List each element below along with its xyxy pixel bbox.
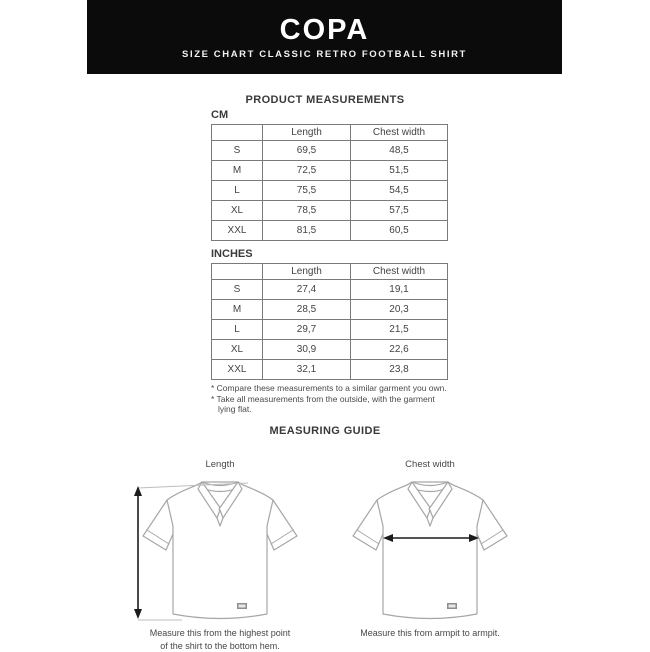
cm-table-header-row: [212, 125, 448, 141]
cm-chest-column-header: Chest width: [351, 125, 448, 141]
table-row: [212, 221, 448, 241]
length-cell: 27,4: [263, 280, 351, 300]
shirt-length-illustration: [110, 476, 330, 628]
table-row: [212, 161, 448, 181]
size-cell: XL: [212, 340, 263, 360]
size-cell: XXL: [212, 221, 263, 241]
length-cell: 81,5: [263, 221, 351, 241]
length-cell: 30,9: [263, 340, 351, 360]
table-row: [212, 141, 448, 161]
chest-diagram-caption: [310, 627, 550, 640]
size-cell: L: [212, 181, 263, 201]
chest-cell: 19,1: [351, 280, 448, 300]
footnote-line: * Compare these measurements to a similar garment you own.: [211, 383, 461, 394]
chest-cell: 48,5: [351, 141, 448, 161]
length-diagram: [110, 476, 330, 628]
table-row: [212, 340, 448, 360]
size-cell: S: [212, 280, 263, 300]
brand-header: [87, 0, 562, 74]
measuring-guide-title: MEASURING GUIDE: [0, 425, 650, 437]
chest-cell: 54,5: [351, 181, 448, 201]
chest-cell: 57,5: [351, 201, 448, 221]
table-row: [212, 201, 448, 221]
table-row: [212, 280, 448, 300]
inches-size-column-header: [212, 264, 263, 280]
inches-unit-label: INCHES: [211, 248, 253, 260]
chest-cell: 60,5: [351, 221, 448, 241]
shirt-chest-illustration: [320, 476, 540, 628]
inches-chest-column-header: Chest width: [351, 264, 448, 280]
measurement-footnotes: [211, 383, 461, 415]
product-measurements-title: PRODUCT MEASUREMENTS: [0, 94, 650, 106]
caption-line: Measure this from armpit to armpit.: [310, 627, 550, 640]
caption-line: Measure this from the highest point: [100, 627, 340, 640]
chest-cell: 20,3: [351, 300, 448, 320]
length-diagram-label: Length: [110, 459, 330, 470]
length-arrow: [134, 486, 142, 619]
size-cell: M: [212, 161, 263, 181]
copa-logo: COPA: [280, 16, 370, 45]
cm-length-column-header: Length: [263, 125, 351, 141]
chest-cell: 51,5: [351, 161, 448, 181]
chest-cell: 22,6: [351, 340, 448, 360]
chest-width-diagram: [320, 476, 540, 628]
chest-cell: 23,8: [351, 360, 448, 380]
footnote-line: * Take all measurements from the outside, with the garment: [211, 394, 461, 405]
table-row: [212, 320, 448, 340]
size-cell: M: [212, 300, 263, 320]
length-cell: 28,5: [263, 300, 351, 320]
cm-unit-label: CM: [211, 109, 228, 121]
chest-diagram-label: Chest width: [320, 459, 540, 470]
length-cell: 29,7: [263, 320, 351, 340]
length-cell: 72,5: [263, 161, 351, 181]
length-cell: 69,5: [263, 141, 351, 161]
inches-size-table: [211, 263, 448, 380]
inches-length-column-header: Length: [263, 264, 351, 280]
size-cell: L: [212, 320, 263, 340]
table-row: [212, 300, 448, 320]
footnote-line: lying flat.: [211, 404, 461, 415]
length-cell: 75,5: [263, 181, 351, 201]
size-cell: XXL: [212, 360, 263, 380]
size-cell: S: [212, 141, 263, 161]
inches-table-header-row: [212, 264, 448, 280]
caption-line: of the shirt to the bottom hem.: [100, 640, 340, 652]
length-cell: 78,5: [263, 201, 351, 221]
size-chart-subtitle: SIZE CHART CLASSIC RETRO FOOTBALL SHIRT: [182, 50, 467, 60]
cm-size-column-header: [212, 125, 263, 141]
chest-cell: 21,5: [351, 320, 448, 340]
length-cell: 32,1: [263, 360, 351, 380]
cm-size-table: [211, 124, 448, 241]
length-diagram-caption: [100, 627, 340, 652]
table-row: [212, 360, 448, 380]
table-row: [212, 181, 448, 201]
size-cell: XL: [212, 201, 263, 221]
